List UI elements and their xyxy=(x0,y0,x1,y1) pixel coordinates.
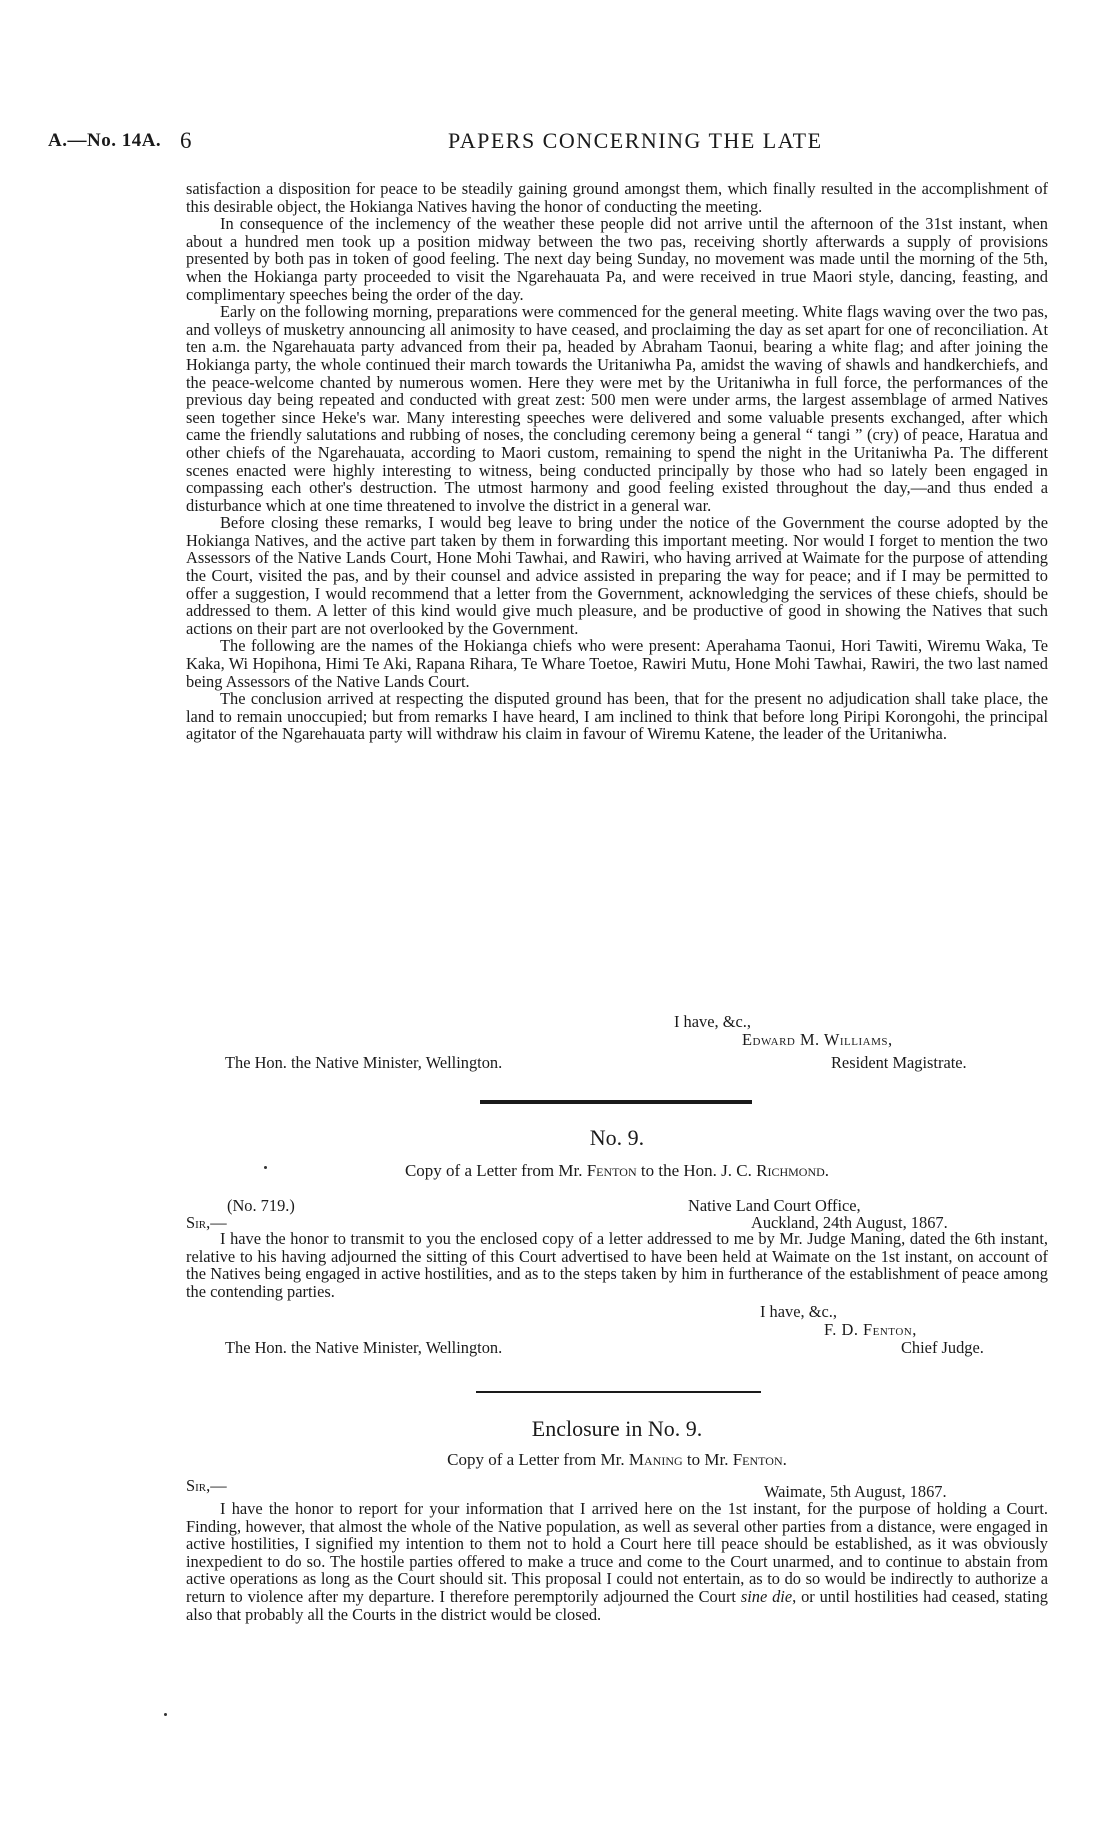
signature: F. D. Fenton, xyxy=(824,1320,917,1339)
letter-number: No. 9. xyxy=(589,1125,645,1150)
addressee: The Hon. the Native Minister, Wellington. xyxy=(225,1053,503,1072)
paragraph: The following are the names of the Hokianga chiefs who were present: Aperahama Taonui, Hori Tawiti, Wiremu Waka, Te Kaka, Wi Hopihona, Himi Te Aki, Rapana Rihara, Te Whare Toetoe, Rawiri Mutu, Hone Mohi Tawhai, Rawiri, the two last named being Assessors of the Native Lands Court. xyxy=(186,636,1048,691)
paragraph-text: I have the honor to report for your information that I arrived here on the 1st instant, for the purpose of holding a Court. Finding, however, that almost the whole of the Native population, as well as several other parties from a distance, were engaged in active hostilities, I signified my intention to them not to hold a Court here till peace should be established, as it was obviously inexpedient to do so. The hostile parties offered to make a truce and come to the Court unarmed, and to continue to abstain from active operations as long as the Court should sit. This proposal I could not entertain, as to do so would be indirectly to authorize a return to violence after my departure. I therefore peremptorily adjourned the Court xyxy=(186,1499,1048,1606)
section-divider xyxy=(476,1391,761,1393)
paragraph: Early on the following morning, preparations were commenced for the general meeting. White flags waving over the two pas, and volleys of musketry announcing all animosity to have ceased, and proclaiming the day as set apart for one of reconciliation. At ten a.m. the Ngarehauata party advanced from their pa, headed by Abraham Taonui, bearing a white flag; and after joining the Hokianga party, the whole continued their march towards the Uritaniwha Pa, amidst the waving of shawls and handkerchiefs, and the peace-welcome chanted by numerous women. Here they were met by the Uritaniwha in full force, the performances of the previous day being repeated and conducted with great zest: 500 men were under arms, the largest assemblage of armed Natives seen together since Heke's war. Many interesting speeches were delivered and some valuable presents exchanged, after which came the friendly salutations and rubbing of noses, the concluding ceremony being a general “ tangi ” (cry) of peace, Haratua and other chiefs of the Ngarehauata, according to Maori custom, remaining to spend the night in the Uritaniwha Pa. The different scenes enacted were highly interesting to witness, being conducted principally by those who had so lately been engaged in compassing each other's destruction. The utmost harmony and good feeling existed throughout the day,—and thus ended a disturbance which at one time threatened to involve the district in a general war. xyxy=(186,302,1048,515)
stray-mark xyxy=(264,1166,267,1169)
subtitle-name: Richmond. xyxy=(756,1161,830,1180)
paragraph: The conclusion arrived at respecting the disputed ground has been, that for the present no adjudication shall take place, the land to remain unoccupied; but from remarks I have heard, I am inclined to think that before long Piripi Korongohi, the principal agitator of the Ngarehauata party will withdraw his claim in favour of Wiremu Katene, the leader of the Uritaniwha. xyxy=(186,689,1048,744)
letter-9-body xyxy=(186,1230,1048,1300)
closing-formula: I have, &c., xyxy=(674,1012,751,1031)
paragraph: I have the honor to transmit to you the enclosed copy of a letter addressed to me by Mr. Judge Maning, dated the 6th instant, relative to his having adjourned the sitting of this Court advertised to have been held at Waimate on the 1st instant, on account of the Natives being engaged in active hostilities, and as to the steps taken by him in furtherance of the establishment of peace among the contending parties. xyxy=(186,1229,1048,1301)
page-number: 6 xyxy=(180,128,192,153)
salutation: Sir,— xyxy=(186,1213,227,1232)
letter-subtitle xyxy=(186,1161,1048,1181)
subtitle-name: Fenton xyxy=(586,1161,637,1180)
subtitle-name: Maning xyxy=(628,1450,683,1469)
place-date: Waimate, 5th August, 1867. xyxy=(764,1482,947,1501)
latin-phrase: sine die xyxy=(740,1586,793,1606)
paragraph: In consequence of the inclemency of the weather these people did not arrive until the afternoon of the 31st instant, when about a hundred men took up a position midway between the two pas, receiving shortly afterwards a supply of provisions presented by both pas in token of good feeling. The next day being Sunday, no movement was made until the morning of the 5th, when the Hokianga party proceeded to visit the Ngarehauata Pa, and were received in true Maori style, dancing, feasting, and complimentary speeches being the order of the day. xyxy=(186,214,1048,304)
paragraph: satisfaction a disposition for peace to be steadily gaining ground amongst them, which finally resulted in the accomplishment of this desirable object, the Hokianga Natives having the honor of conducting the meeting. xyxy=(186,179,1048,216)
document-reference: A.—No. 14A. xyxy=(48,130,162,151)
stray-mark xyxy=(164,1713,167,1716)
subtitle-name: Fenton. xyxy=(732,1450,787,1469)
enclosure-title: Enclosure in No. 9. xyxy=(531,1416,703,1441)
closing-formula: I have, &c., xyxy=(760,1302,837,1321)
sender-office: Native Land Court Office, xyxy=(688,1196,861,1215)
paragraph: Before closing these remarks, I would beg leave to bring under the notice of the Government the course adopted by the Hokianga Natives, and the active part taken by them in forwarding this important meeting. Nor would I forget to mention the two Assessors of the Native Lands Court, Hone Mohi Tawhai, and Rawiri, who having arrived at Waimate for the purpose of attending the Court, visited the pas, and by their counsel and advice assisted in preparing the way for peace; and if I may be permitted to offer a suggestion, I would recommend that a letter from the Government, acknowledging the services of these chiefs, should be addressed to them. A letter of this kind would give much pleasure, and be productive of good in showing the Natives that such actions on their part are not overlooked by the Government. xyxy=(186,513,1048,638)
running-title: PAPERS CONCERNING THE LATE xyxy=(448,128,823,153)
page-header xyxy=(48,130,1054,160)
place-date: Auckland, 24th August, 1867. xyxy=(751,1213,948,1232)
subtitle-text: to the Hon. J. C. xyxy=(640,1161,752,1180)
paragraph xyxy=(186,1500,1048,1623)
salutation: Sir,— xyxy=(186,1476,227,1495)
letter-ref-number: (No. 719.) xyxy=(227,1196,295,1215)
signer-title: Resident Magistrate. xyxy=(831,1053,967,1072)
paragraph-text: , or until hostilities had ceased, stating also that probably all the Courts in the district would be closed. xyxy=(186,1586,1048,1624)
enclosure-body xyxy=(186,1500,1048,1623)
subtitle-text: to Mr. xyxy=(686,1450,729,1469)
section-divider xyxy=(480,1100,752,1104)
subtitle-text: Copy of a Letter from Mr. xyxy=(447,1450,625,1469)
subtitle-text: Copy of a Letter from Mr. xyxy=(404,1161,583,1180)
signature: Edward M. Williams, xyxy=(742,1030,893,1049)
enclosure-subtitle xyxy=(186,1450,1048,1470)
report-body xyxy=(186,180,1048,743)
addressee: The Hon. the Native Minister, Wellington. xyxy=(225,1338,503,1357)
signer-title: Chief Judge. xyxy=(901,1338,984,1357)
